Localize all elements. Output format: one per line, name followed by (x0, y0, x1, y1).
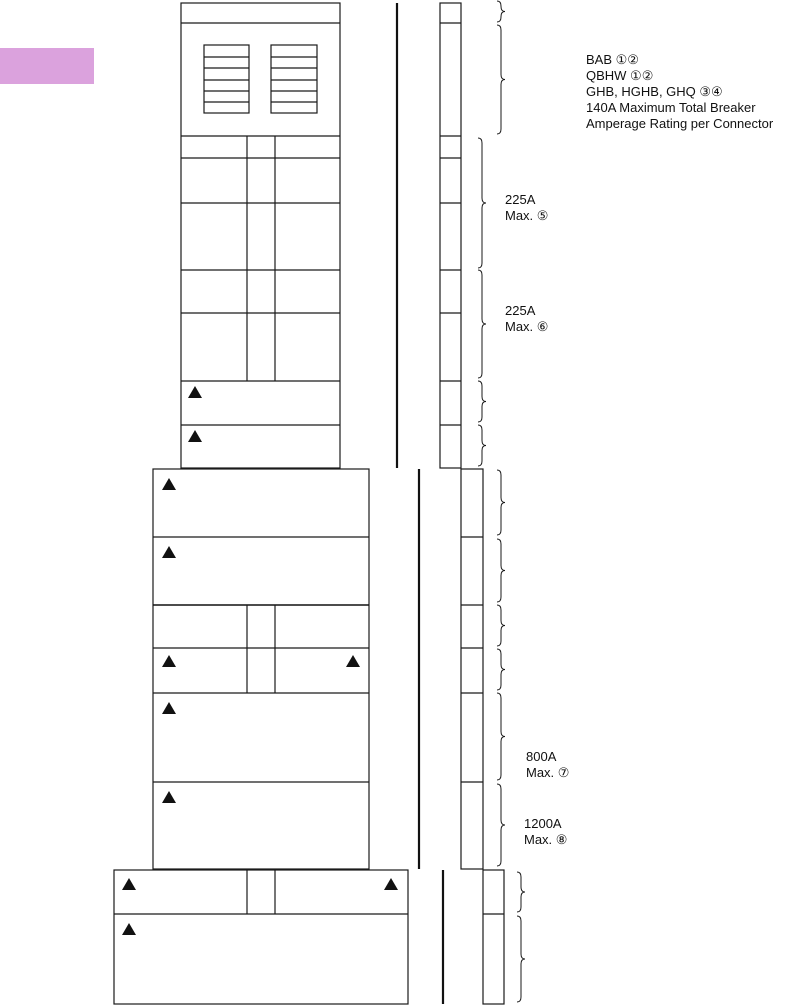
rating-225a-label-2 (505, 303, 548, 334)
label-line: 225A (505, 192, 535, 207)
filled-triangle-icon (122, 923, 136, 935)
top-group-label (586, 52, 774, 131)
filled-triangle-icon (162, 791, 176, 803)
label-line: 1200A (524, 816, 561, 831)
section-tab (0, 48, 94, 84)
bracket-group (478, 1, 525, 1002)
filled-triangle-icon (384, 878, 398, 890)
rating-800a-label (526, 749, 569, 780)
label-line: Max. ⑦ (526, 765, 570, 780)
middle-section-cabinet (153, 469, 369, 869)
curly-brace-icon (478, 270, 486, 378)
filled-triangle-icon (346, 655, 360, 667)
filled-triangle-icon (162, 702, 176, 714)
label-line: Max. ⑥ (505, 319, 549, 334)
side-strip-top (440, 3, 461, 468)
curly-brace-icon (497, 693, 505, 780)
label-line: QBHW ①② (586, 68, 654, 83)
label-line: 140A Maximum Total Breaker (586, 100, 756, 115)
curly-brace-icon (497, 784, 505, 866)
curly-brace-icon (497, 25, 505, 134)
curly-brace-icon (497, 470, 505, 535)
rating-225a-label-1 (505, 192, 548, 223)
curly-brace-icon (517, 916, 525, 1002)
filled-triangle-icon (188, 430, 202, 442)
side-strip-middle (461, 469, 483, 869)
curly-brace-icon (497, 649, 505, 690)
curly-brace-icon (478, 425, 486, 466)
curly-brace-icon (497, 605, 505, 646)
filled-triangle-icon (162, 478, 176, 490)
filled-triangle-icon (122, 878, 136, 890)
top-section-cabinet (181, 3, 340, 468)
filled-triangle-icon (162, 546, 176, 558)
curly-brace-icon (517, 872, 525, 912)
side-strip-bottom (483, 870, 504, 1004)
curly-brace-icon (497, 1, 505, 22)
curly-brace-icon (497, 539, 505, 602)
curly-brace-icon (478, 138, 486, 268)
curly-brace-icon (478, 381, 486, 422)
bottom-section-cabinet (114, 870, 408, 1004)
label-line: Max. ⑧ (524, 832, 568, 847)
label-line: GHB, HGHB, GHQ ③④ (586, 84, 723, 99)
label-line: 225A (505, 303, 535, 318)
filled-triangle-icon (188, 386, 202, 398)
label-line: BAB ①② (586, 52, 639, 67)
label-line: 800A (526, 749, 556, 764)
branch-breaker-grid-left (204, 45, 249, 113)
label-line: Max. ⑤ (505, 208, 549, 223)
rating-1200a-label (524, 816, 567, 847)
filled-triangle-icon (162, 655, 176, 667)
label-line: Amperage Rating per Connector (586, 116, 774, 131)
branch-breaker-grid-right (271, 45, 317, 113)
